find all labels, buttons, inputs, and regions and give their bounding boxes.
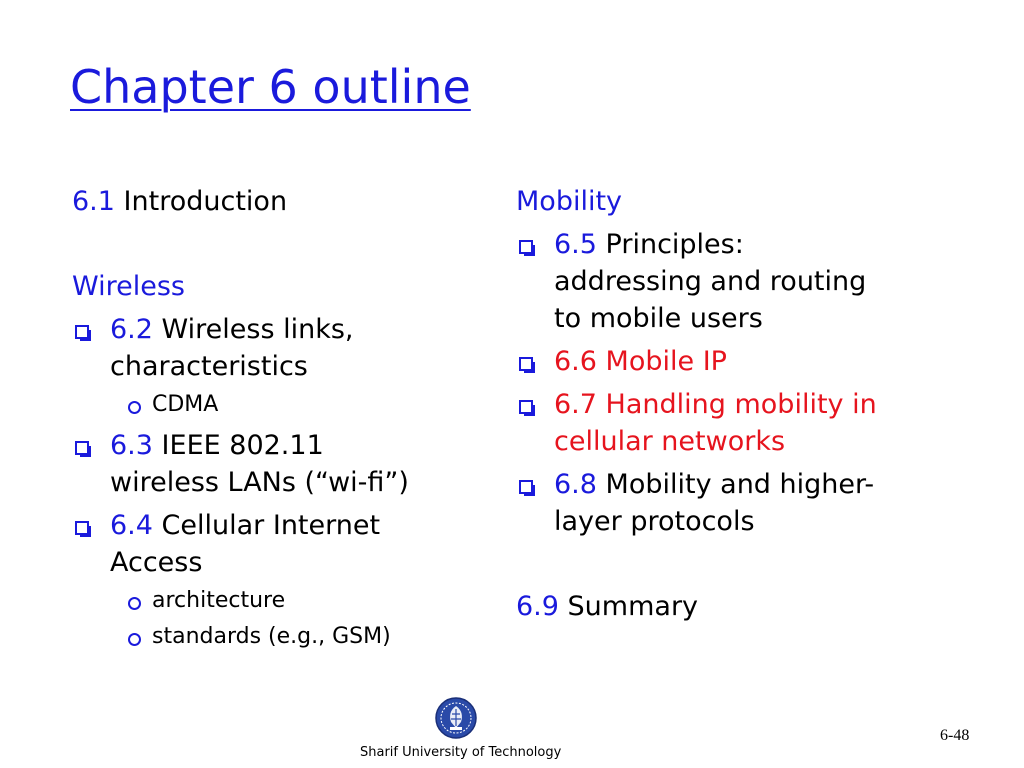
item-number: 6.3 <box>110 430 153 461</box>
university-seal-icon <box>434 696 478 740</box>
summary-line <box>516 588 956 625</box>
outline-item-6-4 <box>72 507 492 581</box>
item-number: 6.8 <box>554 469 597 500</box>
outline-item-6-2 <box>72 311 492 385</box>
page-number: 6-48 <box>940 727 970 744</box>
item-text: Mobile IP <box>605 346 727 377</box>
sub-item-cdma <box>72 389 492 421</box>
item-text: Handling mobility in <box>605 389 877 420</box>
item-number: 6.6 <box>554 346 597 377</box>
item-text: Wireless links, <box>161 314 354 345</box>
summary-text: Summary <box>567 591 699 622</box>
checkbox-bullet-icon <box>519 357 533 371</box>
right-column <box>516 183 956 625</box>
item-number: 6.5 <box>554 229 597 260</box>
item-text: characteristics <box>110 351 308 382</box>
checkbox-bullet-icon <box>519 480 533 494</box>
left-column <box>72 183 492 653</box>
item-text: Principles: <box>605 229 744 260</box>
circle-bullet-icon <box>128 633 141 646</box>
outline-item-6-3 <box>72 427 492 501</box>
item-text: IEEE 802.11 <box>161 430 324 461</box>
item-text: Cellular Internet <box>161 510 381 541</box>
item-text: layer protocols <box>554 506 755 537</box>
item-number: 6.2 <box>110 314 153 345</box>
slide-title: Chapter 6 outline <box>70 60 471 114</box>
sub-item-text: CDMA <box>152 392 219 417</box>
footer-institution: Sharif University of Technology <box>360 745 562 760</box>
summary-number: 6.9 <box>516 591 559 622</box>
item-text: Access <box>110 547 203 578</box>
outline-item-6-7 <box>516 386 956 460</box>
outline-item-6-5 <box>516 226 956 337</box>
item-text: to mobile users <box>554 303 763 334</box>
checkbox-bullet-icon <box>75 441 89 455</box>
wireless-label: Wireless <box>72 271 185 302</box>
outline-item-6-6 <box>516 343 956 380</box>
intro-text: Introduction <box>123 186 288 217</box>
checkbox-bullet-icon <box>75 325 89 339</box>
item-text: addressing and routing <box>554 266 867 297</box>
intro-number: 6.1 <box>72 186 115 217</box>
checkbox-bullet-icon <box>75 521 89 535</box>
circle-bullet-icon <box>128 401 141 414</box>
outline-item-6-8 <box>516 466 956 540</box>
item-number: 6.4 <box>110 510 153 541</box>
item-text: wireless LANs (“wi-fi”) <box>110 467 409 498</box>
checkbox-bullet-icon <box>519 240 533 254</box>
item-text: Mobility and higher- <box>605 469 875 500</box>
mobility-label: Mobility <box>516 186 623 217</box>
sub-item-text: architecture <box>152 588 286 613</box>
checkbox-bullet-icon <box>519 400 533 414</box>
sub-item-architecture <box>72 585 492 617</box>
sub-item-standards <box>72 621 492 653</box>
intro-line <box>72 183 492 220</box>
circle-bullet-icon <box>128 597 141 610</box>
sub-item-text: standards (e.g., GSM) <box>152 624 391 649</box>
item-text: cellular networks <box>554 426 786 457</box>
item-number: 6.7 <box>554 389 597 420</box>
